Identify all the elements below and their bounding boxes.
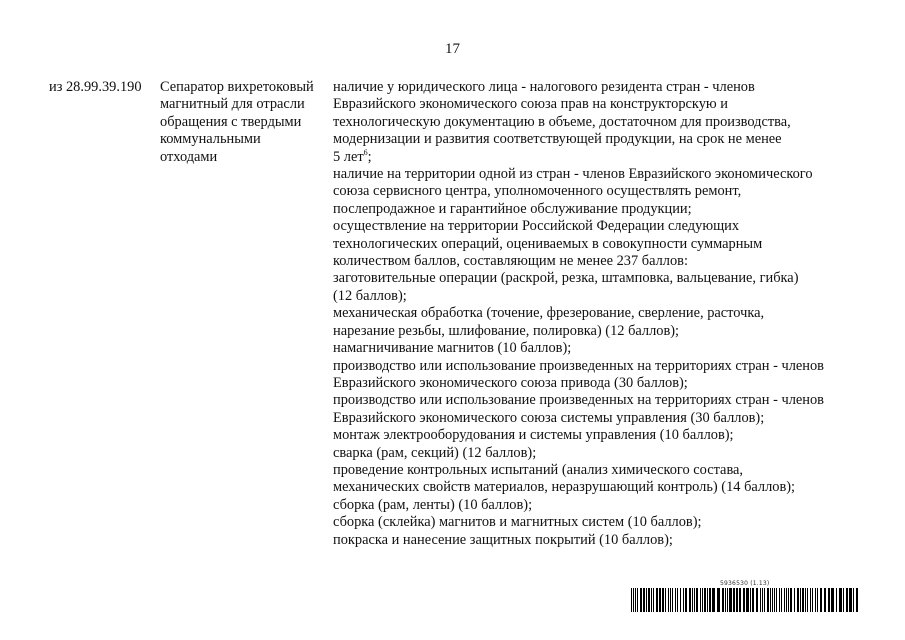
barcode-bar	[815, 588, 816, 612]
barcode-bar	[805, 588, 806, 612]
barcode-bar	[643, 588, 645, 612]
footnote-marker: 6	[363, 147, 368, 157]
barcode-bar	[646, 588, 647, 612]
page-number: 17	[445, 41, 460, 57]
requirement-text: технологическую документацию в объеме, достаточном для производства,	[333, 113, 791, 130]
barcode-bar	[853, 588, 854, 612]
requirement-line	[333, 514, 873, 531]
barcode-bar	[794, 588, 795, 612]
requirement-text: производство или использование произведенных на территориях стран - членов	[333, 392, 824, 409]
requirement-text: модернизации и развития соответствующей продукции, на срок не менее	[333, 131, 782, 148]
barcode-bar	[800, 588, 801, 612]
requirement-line	[333, 427, 873, 444]
barcode-bar	[704, 588, 706, 612]
barcode-bar	[722, 588, 724, 612]
requirement-text: покраска и нанесение защитных покрытий (10 баллов);	[333, 531, 673, 548]
barcode-bar	[846, 588, 848, 612]
barcode-bar	[746, 588, 749, 612]
barcode-bar	[696, 588, 698, 612]
barcode-bar	[635, 588, 636, 612]
barcode-bar	[836, 588, 837, 612]
barcode-bar	[727, 588, 728, 612]
barcode-bar	[725, 588, 726, 612]
barcode-bar	[750, 588, 751, 612]
requirement-line	[333, 323, 873, 340]
requirement-line	[333, 270, 873, 287]
barcode-bar	[812, 588, 813, 612]
requirement-text: механических свойств материалов, неразрушающий контроль) (14 баллов);	[333, 479, 796, 496]
requirement-text: наличие на территории одной из стран - членов Евразийского экономического	[333, 166, 813, 183]
barcode-bar	[843, 588, 844, 612]
barcode-bar	[743, 588, 745, 612]
barcode-bar	[786, 588, 787, 612]
barcode-bar	[680, 588, 681, 612]
requirement-line	[333, 183, 873, 200]
barcode-bar	[675, 588, 676, 612]
barcode-bar	[694, 588, 695, 612]
barcode-bar	[849, 588, 852, 612]
requirement-text: сварка (рам, секций) (12 баллов);	[333, 444, 537, 461]
barcode-bar	[736, 588, 738, 612]
requirement-text: технологических операций, оцениваемых в совокупности суммарным	[333, 235, 763, 252]
requirement-text: сборка (рам, ленты) (10 баллов);	[333, 496, 533, 513]
barcode-bar	[779, 588, 780, 612]
barcode-bar	[677, 588, 678, 612]
requirement-text: Евразийского экономического союза привода (30 баллов);	[333, 374, 688, 391]
requirement-text: проведение контрольных испытаний (анализ химического состава,	[333, 461, 744, 478]
requirement-text: послепродажное и гарантийное обслуживание продукции;	[333, 200, 692, 217]
barcode-bar	[662, 588, 664, 612]
requirement-text: Евразийского экономического союза системы управления (30 баллов);	[333, 409, 765, 426]
barcode-bar	[689, 588, 691, 612]
requirement-line	[333, 218, 873, 235]
requirement-text: Евразийского экономического союза прав на конструкторскую и	[333, 96, 728, 113]
requirement-line	[333, 236, 873, 253]
requirement-line	[333, 149, 873, 166]
requirement-text: нарезание резьбы, шлифование, полировка) (12 баллов);	[333, 322, 680, 339]
requirement-text: механическая обработка (точение, фрезерование, сверление, расточка,	[333, 305, 765, 322]
barcode-caption: 5936530 (1.13)	[720, 580, 770, 587]
barcode-bar	[752, 588, 754, 612]
requirement-text: союза сервисного центра, уполномоченного осуществлять ремонт,	[333, 183, 742, 200]
requirements-list	[333, 79, 873, 549]
barcode-bar	[700, 588, 701, 612]
requirement-line	[333, 358, 873, 375]
barcode-bar	[756, 588, 758, 612]
requirement-line	[333, 253, 873, 270]
requirement-text: монтаж электрооборудования и системы управления (10 баллов);	[333, 427, 734, 444]
requirement-line	[333, 340, 873, 357]
requirement-line	[333, 392, 873, 409]
barcode-bar	[807, 588, 808, 612]
barcode-bar	[772, 588, 773, 612]
barcode-bar	[839, 588, 842, 612]
barcode-bar	[733, 588, 735, 612]
requirement-line	[333, 497, 873, 514]
barcode-bar	[668, 588, 669, 612]
barcode-bar	[685, 588, 687, 612]
product-name: Сепаратор вихретоковый магнитный для отрасли обращения с твердыми коммунальными отходами	[160, 79, 314, 165]
requirement-text: (12 баллов);	[333, 287, 407, 304]
product-code: из 28.99.39.190	[49, 79, 142, 95]
barcode-bar	[653, 588, 654, 612]
barcode-bar	[709, 588, 711, 612]
barcode-bar	[810, 588, 811, 612]
barcode-bar	[781, 588, 782, 612]
requirement-line	[333, 166, 873, 183]
barcode-bar	[702, 588, 703, 612]
requirement-text: производство или использование произведенных на территориях стран - членов	[333, 357, 824, 374]
barcode-bar	[656, 588, 658, 612]
barcode-bar	[784, 588, 785, 612]
requirement-text: сборка (склейка) магнитов и магнитных систем (10 баллов);	[333, 514, 702, 531]
barcode-bar	[707, 588, 708, 612]
barcode-bar	[802, 588, 804, 612]
barcode-bar	[648, 588, 650, 612]
barcode-bar	[856, 588, 858, 612]
barcode-bar	[770, 588, 771, 612]
requirement-line	[333, 305, 873, 322]
requirement-text: количеством баллов, составляющим не менее 237 баллов:	[333, 253, 688, 270]
barcode-bar	[672, 588, 673, 612]
barcode-bar	[633, 588, 634, 612]
requirement-text: осуществление на территории Российской Федерации следующих	[333, 218, 740, 235]
barcode-bar	[760, 588, 761, 612]
barcode-bar	[831, 588, 834, 612]
requirement-text: 5 лет	[333, 148, 364, 165]
requirement-line	[333, 410, 873, 427]
barcode-bar	[797, 588, 799, 612]
barcode-bar	[631, 588, 632, 612]
requirement-text: заготовительные операции (раскрой, резка, штамповка, вальцевание, гибка)	[333, 270, 799, 287]
barcode-bar	[824, 588, 826, 612]
requirement-line	[333, 79, 873, 96]
barcode-bar	[739, 588, 741, 612]
barcode-bar	[774, 588, 775, 612]
barcode-bar	[717, 588, 720, 612]
requirement-line	[333, 532, 873, 549]
requirement-line	[333, 445, 873, 462]
barcode-bar	[729, 588, 732, 612]
barcode-bar	[776, 588, 777, 612]
requirement-line	[333, 201, 873, 218]
barcode-bar	[651, 588, 652, 612]
barcode-bar	[817, 588, 818, 612]
barcode-bar	[712, 588, 715, 612]
barcode-bar	[670, 588, 671, 612]
barcode-bar	[790, 588, 792, 612]
barcode-bar	[640, 588, 642, 612]
barcode-bar	[788, 588, 789, 612]
requirement-line	[333, 375, 873, 392]
requirement-punctuation: ;	[367, 148, 372, 165]
barcode-bar	[762, 588, 763, 612]
requirement-text: наличие у юридического лица - налогового резидента стран - членов	[333, 79, 755, 95]
requirement-line	[333, 131, 873, 148]
barcode-bar	[692, 588, 693, 612]
barcode-bar	[820, 588, 822, 612]
barcode-bar	[764, 588, 765, 612]
barcode-bar	[637, 588, 638, 612]
barcode-bar	[665, 588, 666, 612]
requirement-line	[333, 462, 873, 479]
barcode-bar	[659, 588, 661, 612]
requirement-line	[333, 114, 873, 131]
requirement-line	[333, 96, 873, 113]
requirement-text: намагничивание магнитов (10 баллов);	[333, 340, 572, 357]
barcode-image	[631, 588, 858, 612]
requirement-line	[333, 288, 873, 305]
barcode-bar	[828, 588, 830, 612]
requirement-line	[333, 479, 873, 496]
barcode-bar	[767, 588, 769, 612]
barcode-bar	[683, 588, 684, 612]
